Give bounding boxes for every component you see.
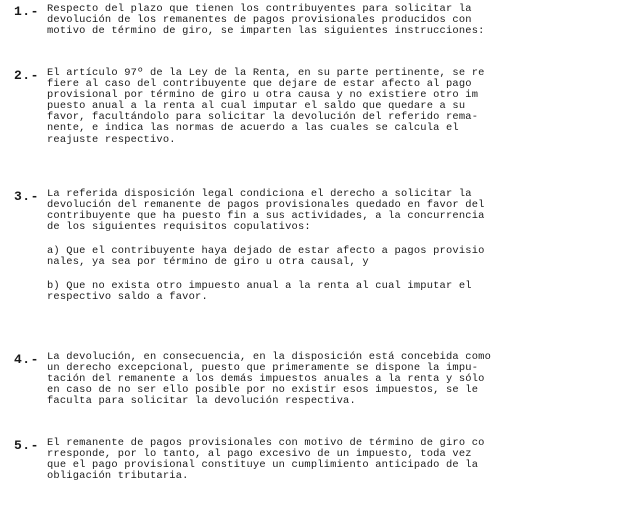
text-line: rresponde, por lo tanto, al pago excesivo de un impuesto, toda vez — [47, 448, 472, 461]
paragraph-text — [47, 4, 485, 37]
paragraph-text — [47, 189, 485, 303]
text-line: en caso de no ser ello posible por no existir esos impuestos, se le — [47, 384, 479, 397]
text-line: a) Que el contribuyente haya dejado de estar afecto a pagos provisio — [47, 245, 485, 258]
text-line: un derecho excepcional, puesto que primeramente se dispone la impu- — [47, 362, 479, 375]
paragraph-text — [47, 438, 485, 482]
paragraph-number: 2.- — [14, 68, 39, 83]
paragraph-number: 4.- — [14, 352, 39, 367]
text-line: El artículo 97º de la Ley de la Renta, en su parte pertinente, se re — [47, 67, 485, 79]
text-line: obligación tributaria. — [47, 470, 189, 483]
text-line: devolución de los remanentes de pagos provisionales producidos con — [47, 14, 472, 27]
paragraph-number: 5.- — [14, 438, 39, 453]
text-line: puesto anual a la renta al cual imputar el saldo que quedare a su — [47, 100, 466, 113]
requirement-a — [47, 246, 485, 268]
text-line: favor, facultándolo para solicitar la devolución del referido rema- — [47, 111, 479, 124]
text-line: provisional por término de giro u otra causa y no existiere otro im — [47, 89, 479, 102]
text-line: devolución del remanente de pagos provisionales quedado en favor del — [47, 199, 485, 212]
text-line: faculta para solicitar la devolución respectiva. — [47, 395, 356, 408]
text-line: fiere al caso del contribuyente que dejare de estar afecto al pago — [47, 78, 472, 91]
requirement-b — [47, 281, 485, 303]
text-line: tación del remanente a los demás impuestos anuales a la renta y sólo — [47, 373, 485, 386]
text-line: La referida disposición legal condiciona el derecho a solicitar la — [47, 188, 472, 200]
paragraph-number: 3.- — [14, 189, 39, 204]
text-line: Respecto del plazo que tienen los contribuyentes para solicitar la — [47, 3, 472, 15]
text-line: b) Que no exista otro impuesto anual a la renta al cual imputar el — [47, 279, 472, 292]
text-line: La devolución, en consecuencia, en la disposición está concebida como — [47, 351, 492, 363]
text-line: nente, e indica las normas de acuerdo a las cuales se calcula el — [47, 122, 459, 135]
text-line: de los siguientes requisitos copulativos: — [47, 221, 311, 234]
text-line: nales, ya sea por término de giro u otra causal, y — [47, 256, 369, 269]
text-line: que el pago provisional constituye un cumplimiento anticipado de la — [47, 459, 479, 472]
paragraph-text — [47, 68, 485, 146]
text-line: contribuyente que ha puesto fin a sus actividades, a la concurrencia — [47, 210, 485, 223]
text-line: respectivo saldo a favor. — [47, 290, 208, 303]
text-line: motivo de término de giro, se imparten las siguientes instrucciones: — [47, 25, 485, 38]
text-line: reajuste respectivo. — [47, 133, 176, 146]
paragraph-text — [47, 352, 491, 407]
paragraph-number: 1.- — [14, 4, 39, 19]
text-line: El remanente de pagos provisionales con motivo de término de giro co — [47, 437, 485, 449]
